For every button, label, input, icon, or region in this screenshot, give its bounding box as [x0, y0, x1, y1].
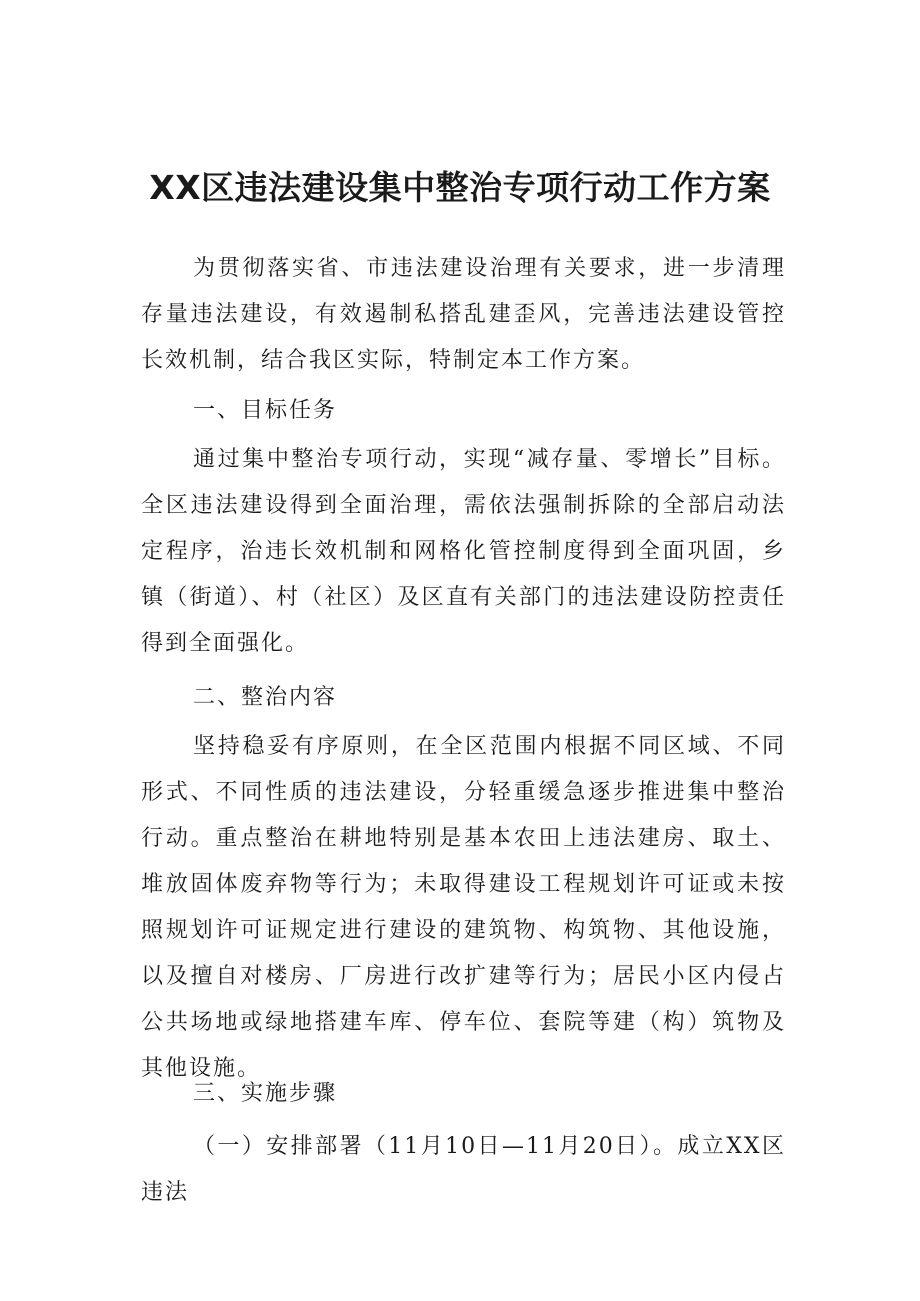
section-1-heading: 一、目标任务: [193, 398, 338, 423]
document-title: XX区违法建设集中整治专项行动工作方案: [149, 168, 771, 207]
section-1-paragraph: 通过集中整治专项行动，实现“减存量、零增长”目标。全区违法建设得到全面治理，需依法强制拆除的全部启动法定程序，治违长效机制和网格化管控制度得到全面巩固，乡镇（街道）、村（社区）及区直有关部门的违法建设防控责任得到全面强化。: [141, 447, 786, 656]
section-2-heading: 二、整治内容: [193, 685, 338, 710]
intro-paragraph: 为贯彻落实省、市违法建设治理有关要求，进一步清理存量违法建设，有效遏制私搭乱建歪风，完善违法建设管控长效机制，结合我区实际，特制定本工作方案。: [141, 256, 786, 373]
section-2-paragraph: 坚持稳妥有序原则，在全区范围内根据不同区域、不同形式、不同性质的违法建设，分轻重缓急逐步推进集中整治行动。重点整治在耕地特别是基本农田上违法建房、取土、堆放固体废弃物等行为；未取得建设工程规划许可证或未按照规划许可证规定进行建设的建筑物、构筑物、其他设施，以及擅自对楼房、厂房进行改扩建等行为；居民小区内侵占公共场地或绿地搭建车库、停车位、套院等建（构）筑物及其他设施。: [141, 734, 786, 1081]
section-3-step-1: （一）安排部署（11月10日—11月20日）。成立XX区违法: [141, 1134, 786, 1205]
section-3-heading: 三、实施步骤: [193, 1081, 338, 1106]
